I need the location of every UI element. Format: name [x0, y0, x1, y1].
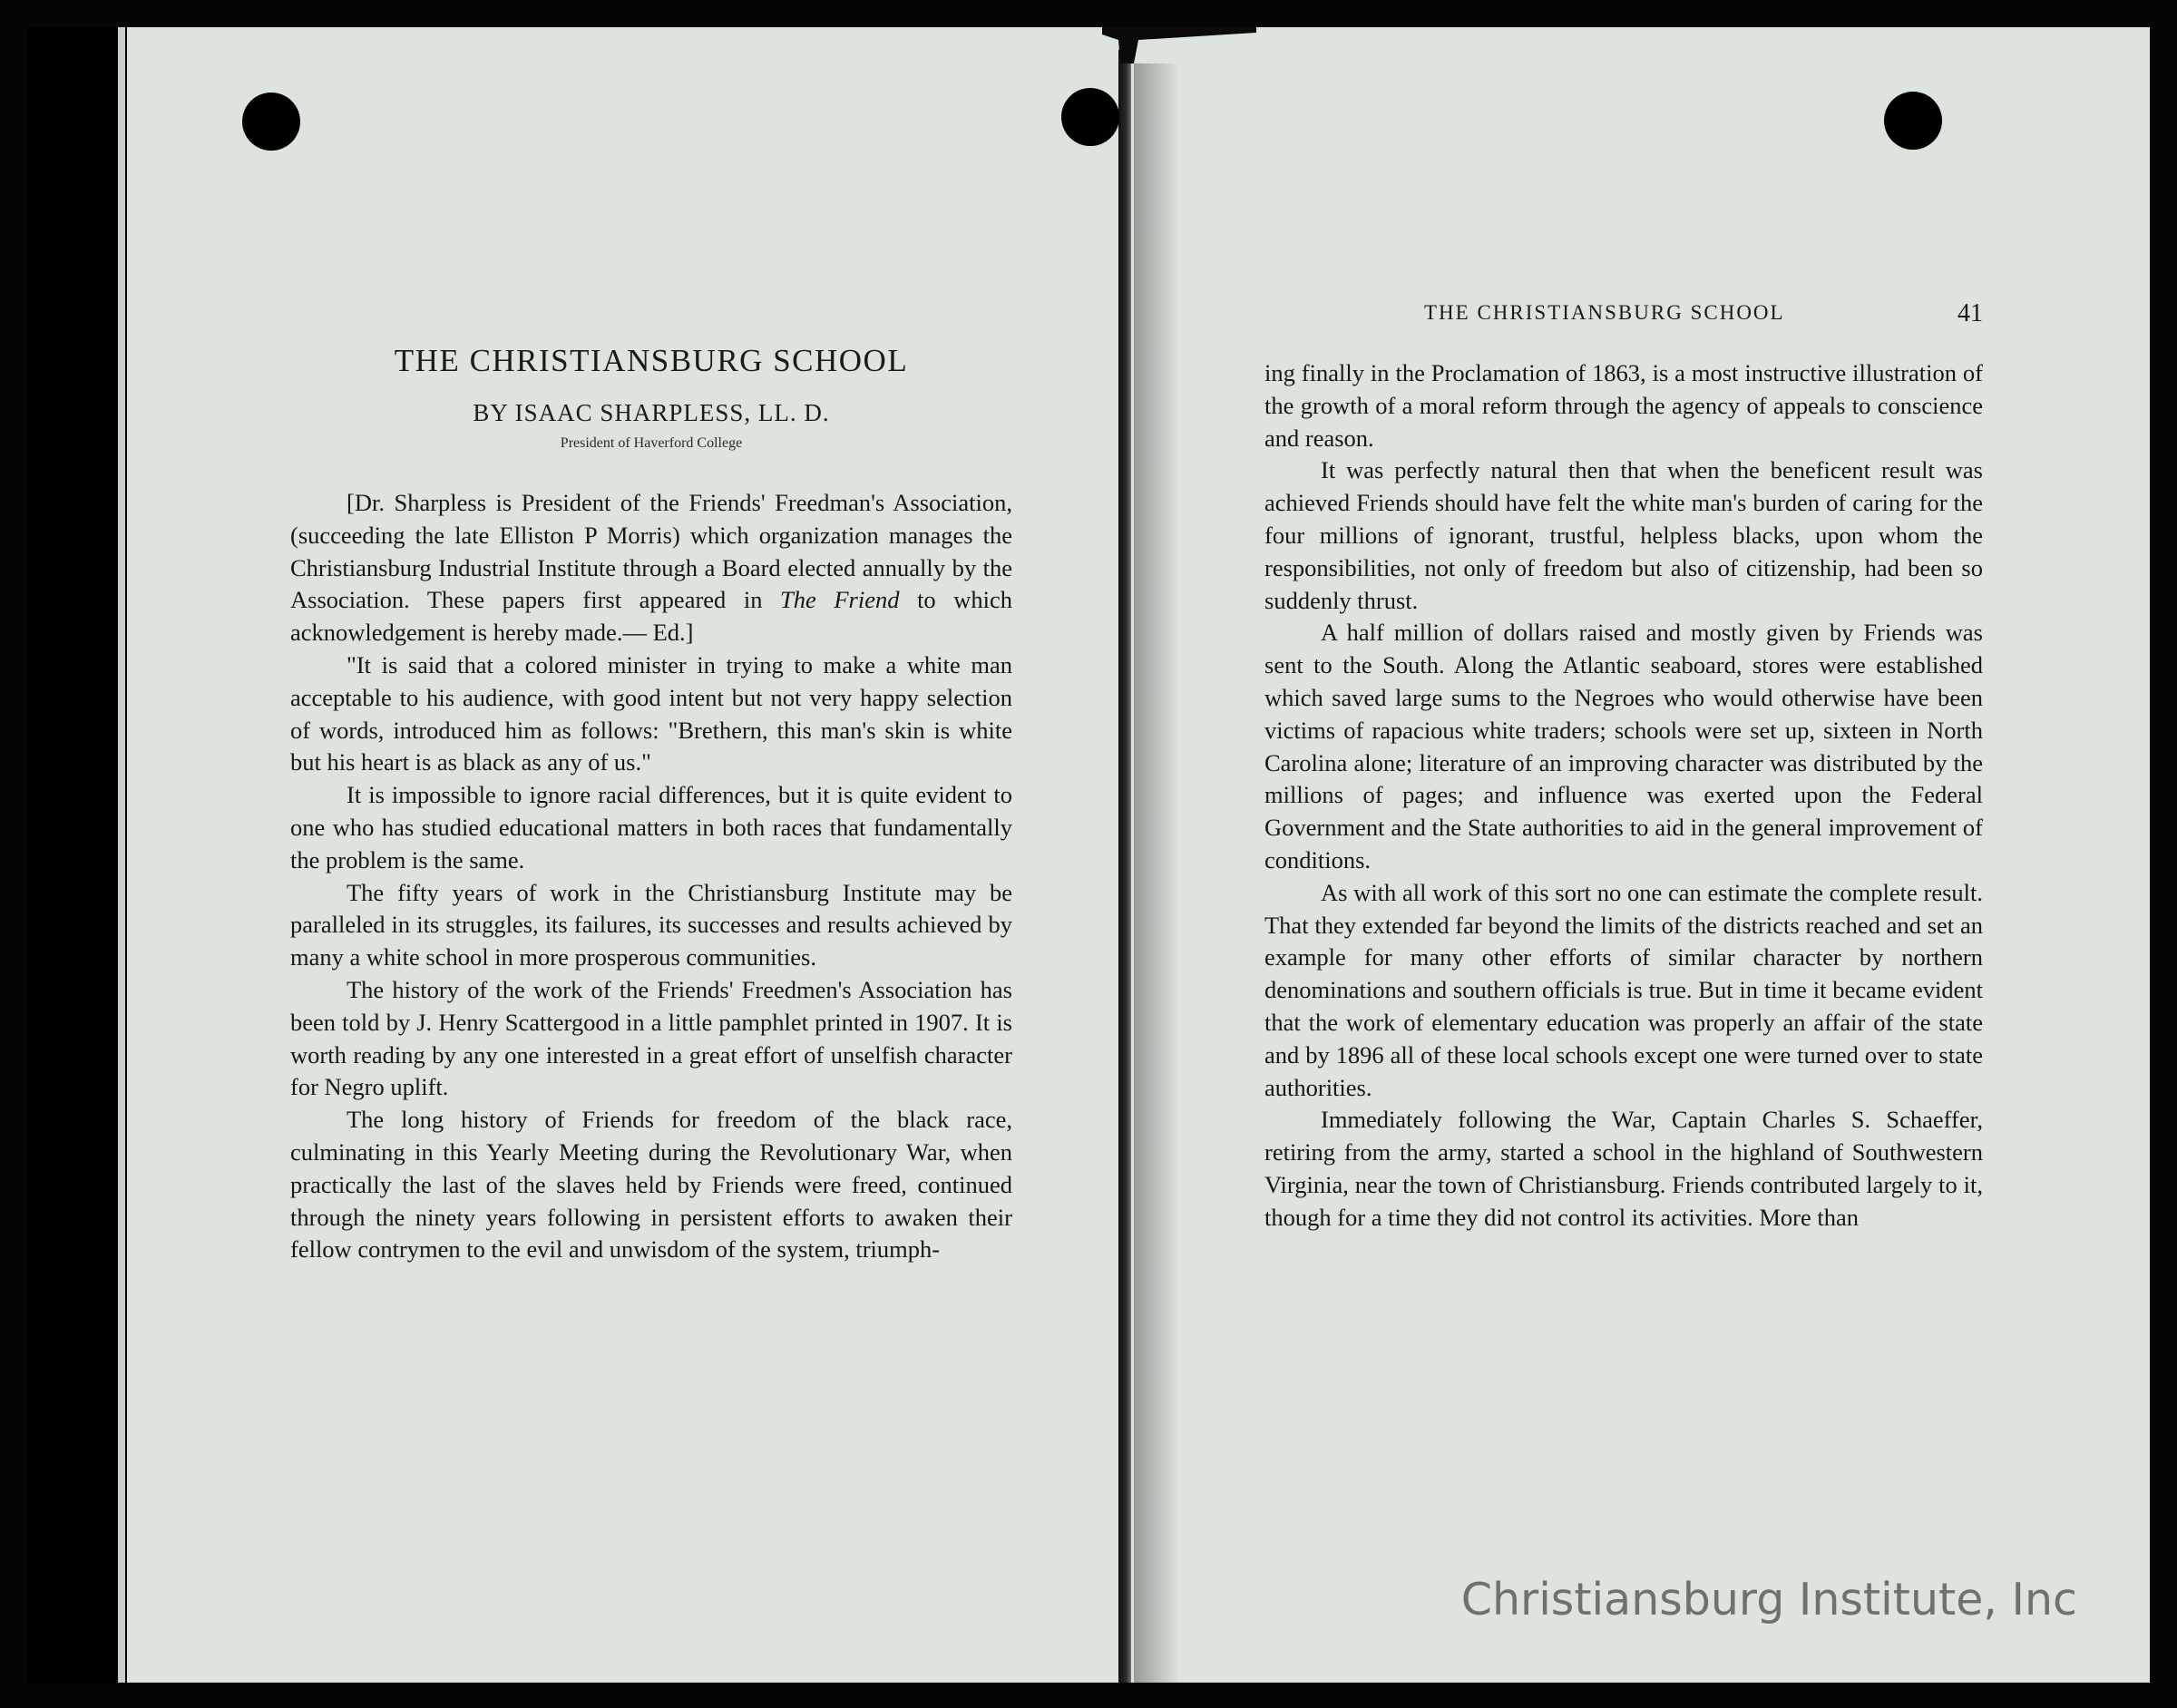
binding-edge	[118, 27, 125, 1683]
paragraph-continuation: ing finally in the Proclamation of 1863, is a most instructive illustration of the growth of a moral reform through the agency of appeals to conscience and reason.	[1264, 359, 1983, 452]
punch-hole-left	[242, 93, 300, 151]
left-text-column	[290, 487, 1012, 1266]
paragraph: As with all work of this sort no one can estimate the complete result. That they extended far beyond the limits of the districts reached and set an example for many other efforts of similar character by northern denominations and southern officials is true. But in time it became evident that the work of elementary education was properly an affair of the state and by 1896 all of these local schools except one were turned over to state authorities.	[1264, 878, 1983, 1101]
punch-hole-center	[1061, 88, 1119, 146]
editor-note	[290, 487, 1012, 649]
paragraph: "It is said that a colored minister in trying to make a white man acceptable to his audience, with good intent but not very happy selection of words, introduced him as follows: "Brethern, this man's skin is white but his heart is as black as any of us."	[290, 650, 1012, 776]
page-number: 41	[1957, 299, 1983, 327]
byline: BY ISAAC SHARPLESS, LL. D.	[473, 399, 830, 426]
watermark: Christiansburg Institute, Inc	[1460, 1574, 2077, 1625]
binding-strip	[27, 27, 127, 1683]
paragraph: It is impossible to ignore racial differences, but it is quite evident to one who has studied educational matters in both races that fundamentally the problem is the same.	[290, 781, 1012, 874]
gutter-shadow	[1134, 63, 1179, 1683]
right-text-column	[1264, 357, 1983, 1235]
paragraph: The fifty years of work in the Christiansburg Institute may be paralleled in its struggles, its failures, its successes and results achieved by many a white school in more prosperous communities.	[290, 878, 1012, 971]
running-head: THE CHRISTIANSBURG SCHOOL	[1424, 301, 1785, 324]
author-affiliation: President of Haverford College	[560, 435, 743, 451]
paragraph: The long history of Friends for freedom of the black race, culminating in this Yearly Meeting during the Revolutionary War, when practically the last of the slaves held by Friends were freed, continued through the ninety years following in persistent efforts to awaken their fellow contrymen to the evil and unwisdom of the system, triumph-	[290, 1106, 1012, 1264]
editor-note-ending: to which acknowledgement is hereby made.— Ed.]	[290, 586, 1013, 647]
punch-hole-right	[1884, 92, 1942, 150]
paragraph: The history of the work of the Friends' Freedmen's Association has been told by J. Henry Scattergood in a little pamphlet printed in 1907. It is worth reading by any one interested in a great effort of unselfish character for Negro uplift.	[290, 975, 1012, 1101]
publication-name: The Friend	[780, 586, 900, 614]
paragraph: It was perfectly natural then that when the beneficent result was achieved Friends should have felt the white man's burden of caring for the four millions of ignorant, trustful, helpless blacks, upon whom the responsibilities, not only of freedom but also of citizenship, had been so suddenly thrust.	[1264, 456, 1983, 614]
page-gutter	[1118, 50, 1131, 1683]
editor-note-text: [Dr. Sharpless is President of the Friends' Freedman's Association, (succeeding the late Elliston P Morris) which organization manages the Christiansburg Industrial Institute through a Board elected annually by the Association. These papers first appeared in	[290, 489, 1012, 614]
paragraph: Immediately following the War, Captain Charles S. Schaeffer, retiring from the army, started a school in the highland of Southwestern Virginia, near the town of Christiansburg. Friends contributed largely to it, though for a time they did not control its activities. More than	[1264, 1106, 1983, 1231]
article-title: THE CHRISTIANSBURG SCHOOL	[394, 343, 909, 378]
gutter-flap	[1102, 27, 1256, 63]
paragraph: A half million of dollars raised and mostly given by Friends was sent to the South. Along the Atlantic seaboard, stores were established which saved large sums to the Negroes who would otherwise have been victims of rapacious white traders; schools were set up, sixteen in North Carolina alone; literature of an improving character was distributed by the millions of pages; and influence was exerted upon the Federal Government and the State authorities to aid in the general improvement of conditions.	[1264, 619, 1983, 874]
